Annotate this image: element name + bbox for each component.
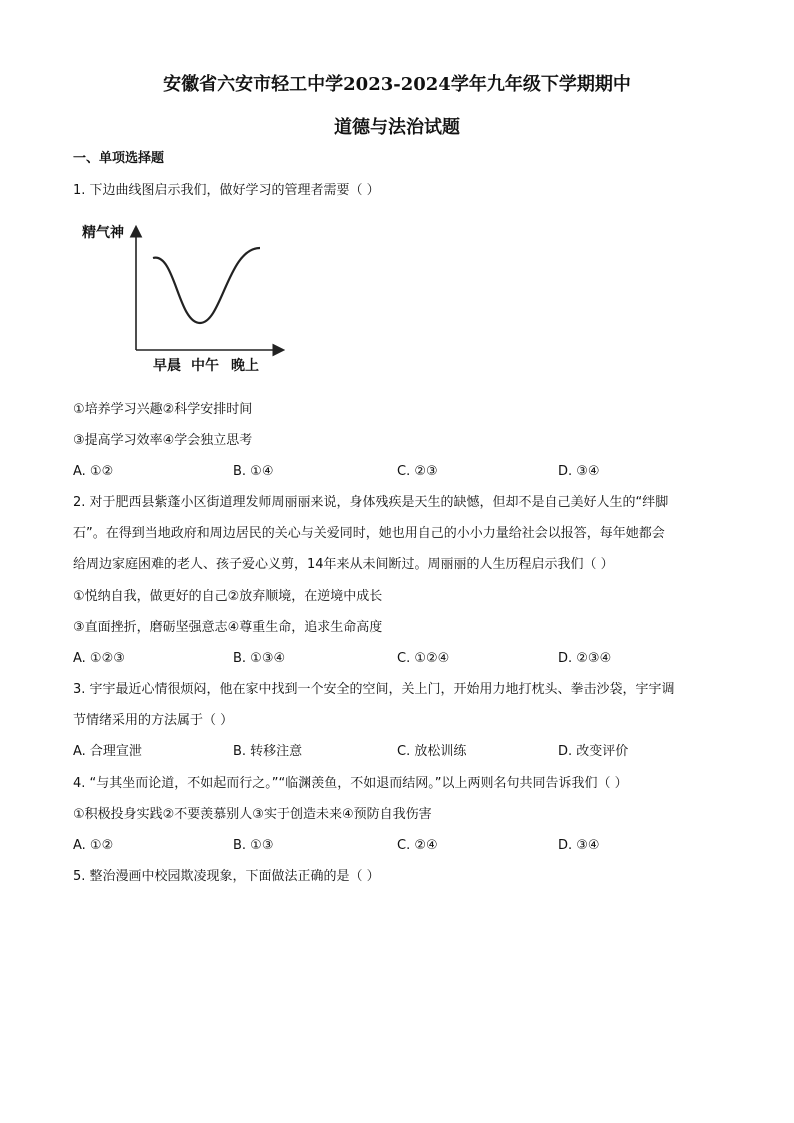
- exam-title: 安徽省六安市轻工中学2023-2024学年九年级下学期期中: [163, 74, 631, 95]
- question-1-option-b: B. ①④: [233, 464, 274, 479]
- question-2-line-1: 2. 对于肥西县紫蓬小区街道理发师周丽丽来说，身体残疾是天生的缺憾，但却不是自己美好人生的“绊脚: [73, 495, 669, 510]
- question-4-stem: 4. “与其坐而论道，不如起而行之。”“临渊羡鱼，不如退而结网。”以上两则名句共同告诉我们（ ）: [73, 776, 628, 791]
- question-1-option-c: C. ②③: [397, 464, 438, 479]
- question-2-option-b: B. ①③④: [233, 651, 286, 666]
- section-heading: 一、单项选择题: [73, 151, 165, 166]
- question-1-statements-2: ③提高学习效率④学会独立思考: [73, 433, 253, 448]
- question-1-statements-1: ①培养学习兴趣②科学安排时间: [73, 402, 253, 417]
- question-3-line-1: 3. 宇宇最近心情很烦闷，他在家中找到一个安全的空间，关上门，开始用力地打枕头、拳击沙袋，宇宇调: [73, 682, 675, 697]
- question-3-option-d: D. 改变评价: [558, 744, 629, 759]
- exam-subtitle: 道德与法治试题: [334, 117, 460, 138]
- question-2-statements-1: ①悦纳自我，做更好的自己②放弃顺境，在逆境中成长: [73, 589, 383, 604]
- question-1-option-d: D. ③④: [558, 464, 600, 479]
- energy-curve-line: [153, 248, 260, 323]
- question-5-stem: 5. 整治漫画中校园欺凌现象，下面做法正确的是（ ）: [73, 869, 380, 884]
- y-axis-label: 精气神: [82, 225, 124, 241]
- question-4-statements: ①积极投身实践②不要羡慕别人③实于创造未来④预防自我伤害: [73, 807, 432, 822]
- question-4-option-d: D. ③④: [558, 838, 600, 853]
- x-tick-label-morning: 早晨: [153, 358, 181, 374]
- question-1-option-a: A. ①②: [73, 464, 114, 479]
- question-4-option-c: C. ②④: [397, 838, 438, 853]
- question-3-option-a: A. 合理宣泄: [73, 744, 142, 759]
- question-3-option-c: C. 放松训练: [397, 744, 467, 759]
- question-3-line-2: 节情绪采用的方法属于（ ）: [73, 713, 234, 728]
- question-2-option-a: A. ①②③: [73, 651, 125, 666]
- x-tick-label-noon: 中午: [191, 358, 219, 374]
- energy-curve-chart: [78, 218, 308, 378]
- question-4-option-a: A. ①②: [73, 838, 114, 853]
- question-4-option-b: B. ①③: [233, 838, 274, 853]
- question-2-line-3: 给周边家庭困难的老人、孩子爱心义剪，14年来从未间断过。周丽丽的人生历程启示我们（ ）: [73, 557, 614, 572]
- question-2-statements-2: ③直面挫折，磨砺坚强意志④尊重生命，追求生命高度: [73, 620, 383, 635]
- question-2-option-c: C. ①②④: [397, 651, 450, 666]
- x-tick-label-evening: 晚上: [231, 358, 259, 374]
- question-2-line-2: 石”。在得到当地政府和周边居民的关心与关爱同时，她也用自己的小小力量给社会以报答，每年她都会: [73, 526, 665, 541]
- question-3-option-b: B. 转移注意: [233, 744, 303, 759]
- question-2-option-d: D. ②③④: [558, 651, 612, 666]
- question-1-stem: 1. 下边曲线图启示我们，做好学习的管理者需要（ ）: [73, 183, 380, 198]
